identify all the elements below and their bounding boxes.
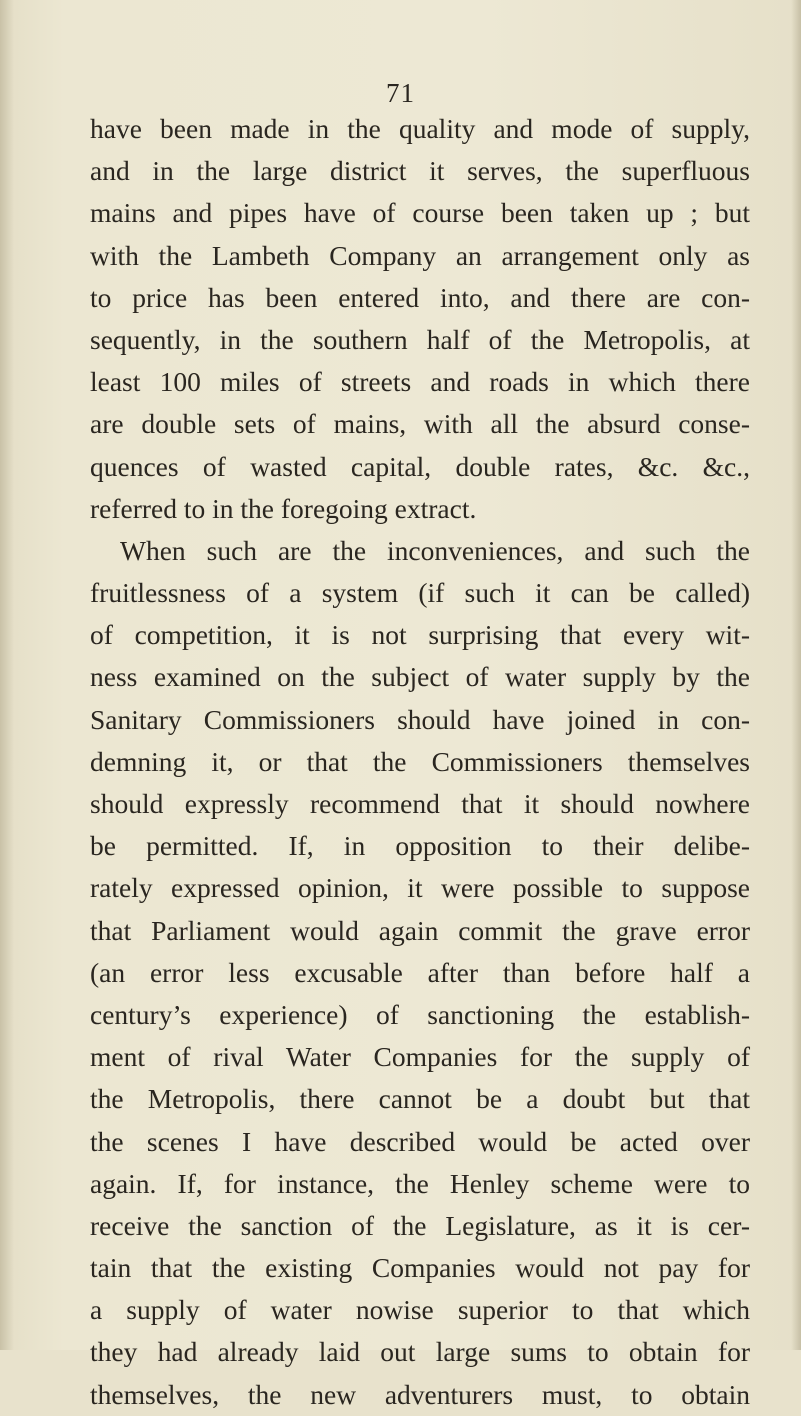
text-line: the scenes I have described would be acted over bbox=[90, 1125, 750, 1157]
text-line: that Parliament would again commit the grave error bbox=[90, 914, 750, 946]
text-line: with the Lambeth Company an arrangement only as bbox=[90, 239, 750, 271]
text-line: and in the large district it serves, the superfluous bbox=[90, 155, 750, 187]
page-gutter-shadow bbox=[0, 0, 14, 1350]
text-line: have been made in the quality and mode of supply, bbox=[90, 113, 750, 144]
text-line: a supply of water nowise superior to that which bbox=[90, 1294, 750, 1326]
text-line: should expressly recommend that it should nowhere bbox=[90, 788, 750, 819]
text-line: mains and pipes have of course been taken up ; but bbox=[90, 197, 750, 229]
page-edge-shadow bbox=[791, 0, 801, 1350]
text-line: receive the sanction of the Legislature, as it is cer- bbox=[90, 1209, 750, 1241]
text-line: are double sets of mains, with all the absurd conse- bbox=[90, 408, 750, 440]
text-line: (an error less excusable after than before half a bbox=[90, 956, 750, 988]
text-line: tain that the existing Companies would not pay for bbox=[90, 1252, 750, 1284]
page-number: 71 bbox=[386, 78, 415, 108]
text-line: When such are the inconveniences, and such the bbox=[120, 534, 750, 566]
text-line: Sanitary Commissioners should have joined in con- bbox=[90, 703, 750, 735]
text-line: the Metropolis, there cannot be a doubt but that bbox=[90, 1083, 750, 1115]
text-line: quences of wasted capital, double rates, &c. &c., bbox=[90, 450, 750, 482]
text-line: fruitlessness of a system (if such it can be called) bbox=[90, 577, 750, 609]
text-line: be permitted. If, in opposition to their delibe- bbox=[90, 830, 750, 862]
text-line: again. If, for instance, the Henley scheme were to bbox=[90, 1167, 750, 1199]
text-line: of competition, it is not surprising that every wit- bbox=[90, 619, 750, 651]
text-line: referred to in the foregoing extract. bbox=[90, 492, 477, 524]
text-line: to price has been entered into, and there are con- bbox=[90, 281, 750, 313]
text-line: ness examined on the subject of water supply by the bbox=[90, 661, 750, 693]
body-text bbox=[90, 108, 750, 1416]
text-line: least 100 miles of streets and roads in which there bbox=[90, 366, 750, 398]
text-line: demning it, or that the Commissioners themselves bbox=[90, 745, 750, 777]
text-line: ment of rival Water Companies for the supply of bbox=[90, 1041, 750, 1073]
text-line: century’s experience) of sanctioning the establish- bbox=[90, 998, 750, 1030]
text-line: rately expressed opinion, it were possible to suppose bbox=[90, 872, 750, 904]
text-line: sequently, in the southern half of the Metropolis, at bbox=[90, 323, 750, 355]
text-line: themselves, the new adventurers must, to obtain bbox=[90, 1378, 750, 1410]
text-line: they had already laid out large sums to obtain for bbox=[90, 1336, 750, 1368]
